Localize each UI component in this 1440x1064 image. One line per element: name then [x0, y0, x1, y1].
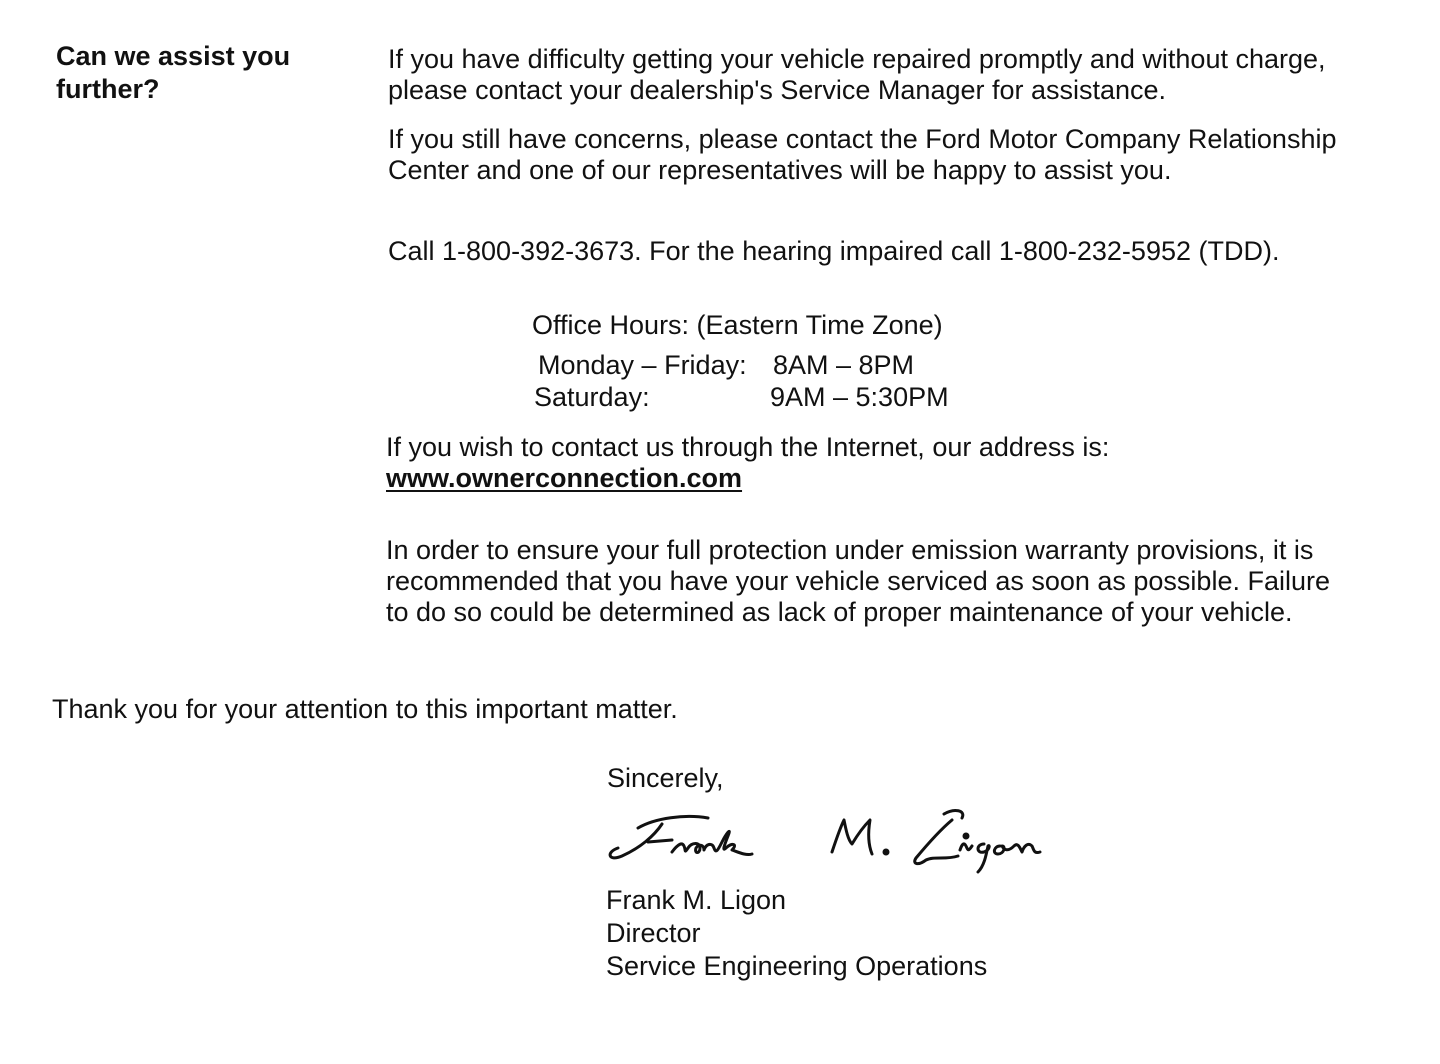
hours-value: 9AM – 5:30PM: [770, 382, 949, 412]
office-hours-title: Office Hours: (Eastern Time Zone): [532, 310, 943, 340]
salutation: Sincerely,: [607, 763, 724, 793]
owner-connection-link[interactable]: www.ownerconnection.com: [386, 463, 743, 493]
repair-assistance-paragraph: If you have difficulty getting your vehicle repaired promptly and without charge, please contact your dealership's Service Manager for assistance.: [388, 44, 1326, 105]
internet-contact: [386, 432, 1346, 494]
hours-value: 8AM – 8PM: [773, 350, 915, 380]
hours-day-label: Monday – Friday:: [538, 350, 747, 380]
internet-contact-text: If you wish to contact us through the Internet, our address is:: [386, 432, 1110, 462]
section-heading: Can we assist you further?: [56, 41, 291, 104]
phone-numbers-paragraph: Call 1-800-392-3673. For the hearing impaired call 1-800-232-5952 (TDD).: [388, 236, 1280, 266]
thank-you-line: Thank you for your attention to this important matter.: [52, 694, 678, 724]
signer-department: Service Engineering Operations: [606, 951, 988, 981]
signer-title: Director: [606, 918, 701, 948]
hours-row-saturday: [534, 381, 949, 413]
relationship-center-paragraph: If you still have concerns, please contact the Ford Motor Company Relationship Center and one of our representatives will be happy to assist you.: [388, 124, 1337, 185]
hours-row-weekday: [538, 349, 949, 381]
signature: [600, 800, 1050, 880]
hours-day-label: Saturday:: [534, 382, 650, 412]
office-hours: [532, 309, 949, 413]
signer-name: Frank M. Ligon: [606, 885, 787, 915]
signature-block: [606, 884, 987, 983]
emission-warranty-paragraph: In order to ensure your full protection under emission warranty provisions, it is recommended that you have your vehicle serviced as soon as possible. Failure to do so could be determined as lack of proper maintenance of your vehicle.: [386, 535, 1330, 627]
